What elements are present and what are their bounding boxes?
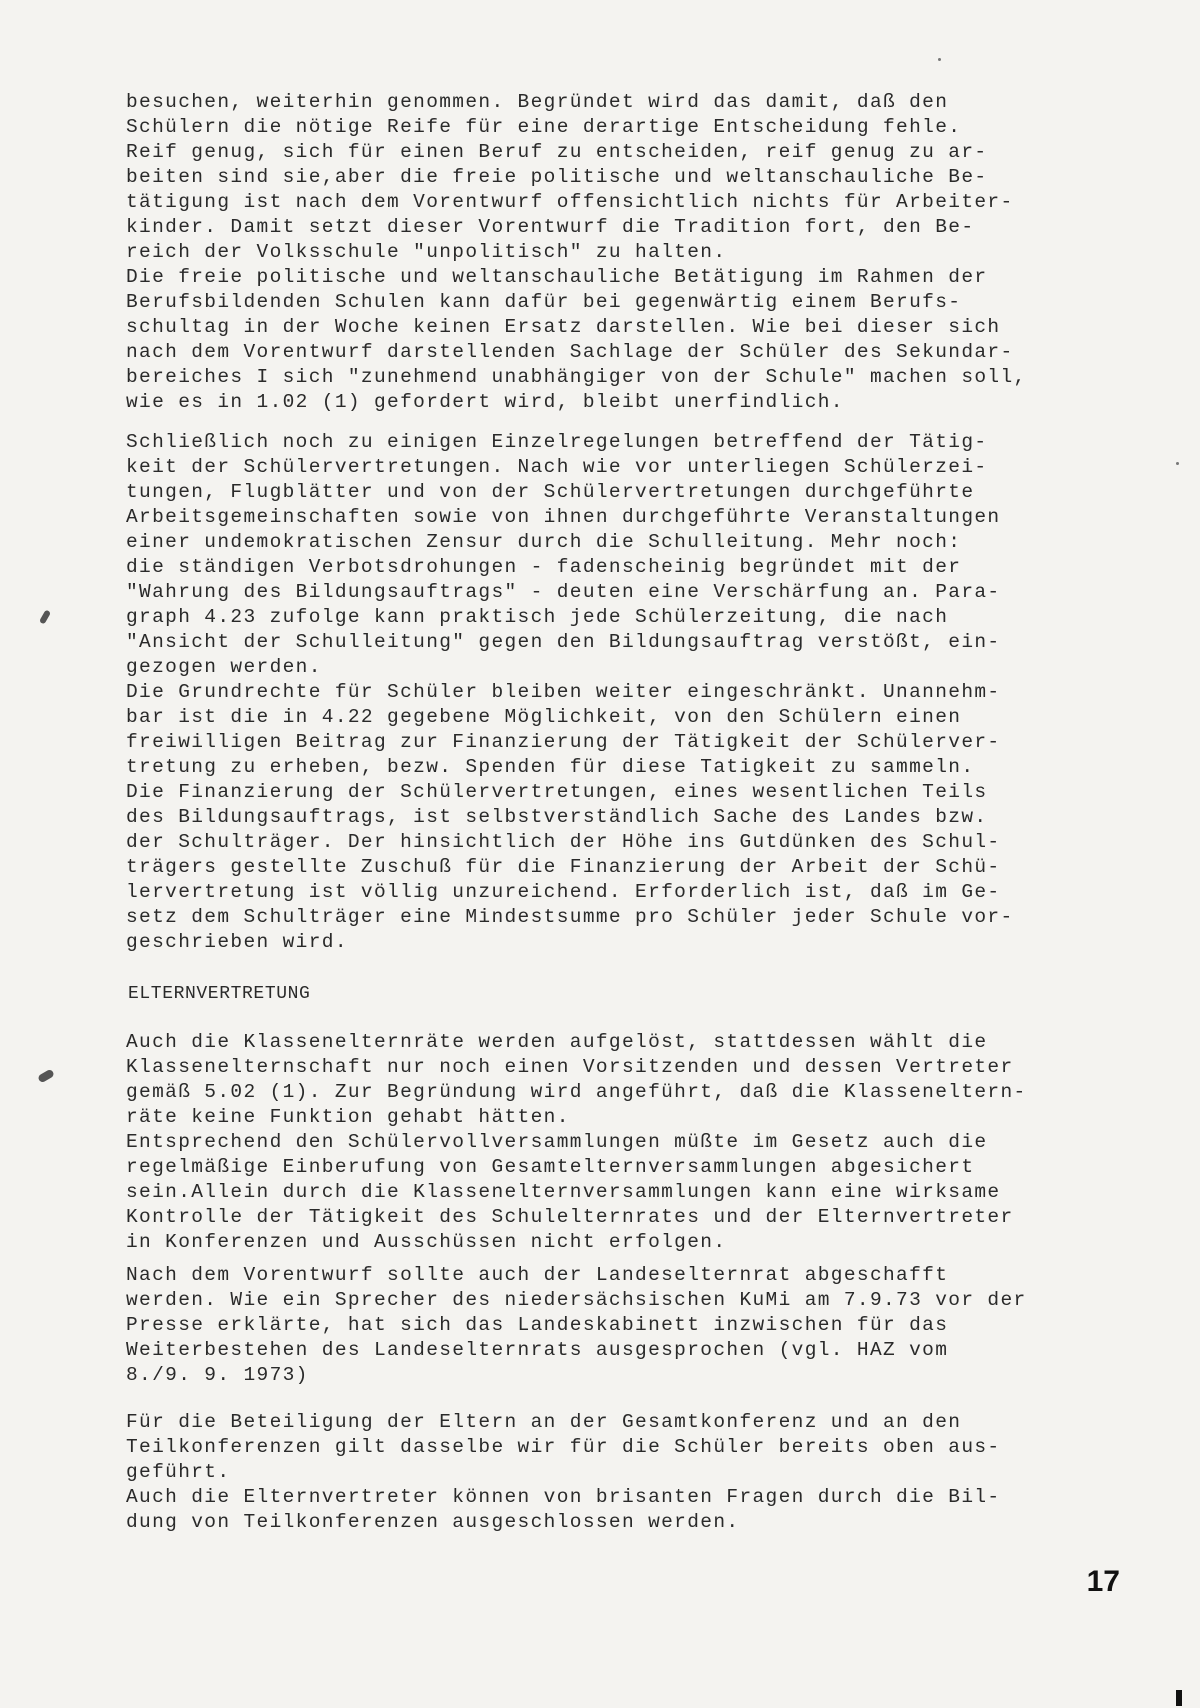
page-number: 17 [1086, 1565, 1120, 1598]
text-line: der Schulträger. Der hinsichtlich der Höhe ins Gutdünken des Schul- [126, 831, 1001, 853]
text-line: geschrieben wird. [126, 931, 348, 953]
text-line: keit der Schülervertretungen. Nach wie vor unterliegen Schülerzei- [126, 456, 988, 478]
text-line: Arbeitsgemeinschaften sowie von ihnen durchgeführte Veranstaltungen [126, 506, 1001, 528]
text-line: Teilkonferenzen gilt dasselbe wir für die Schüler bereits oben aus- [126, 1436, 1001, 1458]
text-line: wie es in 1.02 (1) gefordert wird, bleibt unerfindlich. [126, 391, 844, 413]
text-line: 8./9. 9. 1973) [126, 1364, 309, 1386]
text-line: Nach dem Vorentwurf sollte auch der Landeselternrat abgeschafft [126, 1264, 949, 1286]
text-line: Die Finanzierung der Schülervertretungen, eines wesentlichen Teils [126, 781, 988, 803]
text-line: tungen, Flugblätter und von der Schülervertretungen durchgeführte [126, 481, 975, 503]
text-line: bereiches I sich "zunehmend unabhängiger von der Schule" machen soll, [126, 366, 1027, 388]
paragraph-schuelervertretung-politik [126, 90, 1116, 415]
text-line: kinder. Damit setzt dieser Vorentwurf die Tradition fort, den Be- [126, 216, 975, 238]
text-line: tretung zu erheben, bezw. Spenden für diese Tatigkeit zu sammeln. [126, 756, 975, 778]
text-line: gemäß 5.02 (1). Zur Begründung wird angeführt, daß die Klasseneltern- [126, 1081, 1027, 1103]
text-line: trägers gestellte Zuschuß für die Finanzierung der Arbeit der Schü- [126, 856, 1001, 878]
text-line: Schülern die nötige Reife für eine derartige Entscheidung fehle. [126, 116, 962, 138]
text-line: sein.Allein durch die Klassenelternversammlungen kann eine wirksame [126, 1181, 1001, 1203]
text-line: Presse erklärte, hat sich das Landeskabinett inzwischen für das [126, 1314, 949, 1336]
paragraph-beteiligung-eltern [126, 1410, 1116, 1535]
text-line: dung von Teilkonferenzen ausgeschlossen werden. [126, 1511, 740, 1533]
text-line: lervertretung ist völlig unzureichend. Erforderlich ist, daß im Ge- [126, 881, 1001, 903]
text-line: "Ansicht der Schulleitung" gegen den Bildungsauftrag verstößt, ein- [126, 631, 1001, 653]
scan-dot [1176, 462, 1179, 465]
text-line: setz dem Schulträger eine Mindestsumme pro Schüler jeder Schule vor- [126, 906, 1014, 928]
text-line: die ständigen Verbotsdrohungen - fadenscheinig begründet mit der [126, 556, 962, 578]
paragraph-klassenelternraete [126, 1030, 1116, 1255]
text-line: beiten sind sie,aber die freie politische und weltanschauliche Be- [126, 166, 988, 188]
text-line: einer undemokratischen Zensur durch die Schulleitung. Mehr noch: [126, 531, 962, 553]
text-line: nach dem Vorentwurf darstellenden Sachlage der Schüler des Sekundar- [126, 341, 1014, 363]
text-line: Die Grundrechte für Schüler bleiben weiter eingeschränkt. Unannehm- [126, 681, 1001, 703]
text-line: Kontrolle der Tätigkeit des Schulelternrates und der Elternvertreter [126, 1206, 1014, 1228]
text-line: reich der Volksschule "unpolitisch" zu halten. [126, 241, 727, 263]
scan-edge-mark [1176, 1690, 1182, 1706]
text-line: tätigung ist nach dem Vorentwurf offensichtlich nichts für Arbeiter- [126, 191, 1014, 213]
text-line: bar ist die in 4.22 gegebene Möglichkeit, von den Schülern einen [126, 706, 962, 728]
text-line: Auch die Klassenelternräte werden aufgelöst, stattdessen wählt die [126, 1031, 988, 1053]
text-line: des Bildungsauftrags, ist selbstverständlich Sache des Landes bzw. [126, 806, 988, 828]
text-line: Schließlich noch zu einigen Einzelregelungen betreffend der Tätig- [126, 431, 988, 453]
section-heading: ELTERNVERTRETUNG [128, 984, 311, 1004]
text-line: regelmäßige Einberufung von Gesamtelternversammlungen abgesichert [126, 1156, 975, 1178]
paragraph-landeselternrat [126, 1263, 1116, 1388]
scan-speck-mark [37, 1069, 55, 1084]
text-line: graph 4.23 zufolge kann praktisch jede Schülerzeitung, die nach [126, 606, 949, 628]
scan-speck-mark [39, 609, 51, 624]
text-line: "Wahrung des Bildungsauftrags" - deuten eine Verschärfung an. Para- [126, 581, 1001, 603]
text-line: räte keine Funktion gehabt hätten. [126, 1106, 570, 1128]
text-line: Für die Beteiligung der Eltern an der Gesamtkonferenz und an den [126, 1411, 962, 1433]
text-line: Die freie politische und weltanschauliche Betätigung im Rahmen der [126, 266, 988, 288]
text-line: in Konferenzen und Ausschüssen nicht erfolgen. [126, 1231, 727, 1253]
text-line: schultag in der Woche keinen Ersatz darstellen. Wie bei dieser sich [126, 316, 1001, 338]
text-line: Berufsbildenden Schulen kann dafür bei gegenwärtig einem Berufs- [126, 291, 962, 313]
text-line: werden. Wie ein Sprecher des niedersächsischen KuMi am 7.9.73 vor der [126, 1289, 1027, 1311]
text-line: Reif genug, sich für einen Beruf zu entscheiden, reif genug zu ar- [126, 141, 988, 163]
text-line: gezogen werden. [126, 656, 322, 678]
text-line: Entsprechend den Schülervollversammlungen müßte im Gesetz auch die [126, 1131, 988, 1153]
text-line: Weiterbestehen des Landeselternrats ausgesprochen (vgl. HAZ vom [126, 1339, 949, 1361]
text-line: Auch die Elternvertreter können von brisanten Fragen durch die Bil- [126, 1486, 1001, 1508]
text-line: freiwilligen Beitrag zur Finanzierung der Tätigkeit der Schülerver- [126, 731, 1001, 753]
text-line: Klassenelternschaft nur noch einen Vorsitzenden und dessen Vertreter [126, 1056, 1014, 1078]
scan-dot [938, 58, 941, 61]
text-line: geführt. [126, 1461, 231, 1483]
paragraph-einzelregelungen [126, 430, 1116, 955]
text-line: besuchen, weiterhin genommen. Begründet wird das damit, daß den [126, 91, 949, 113]
